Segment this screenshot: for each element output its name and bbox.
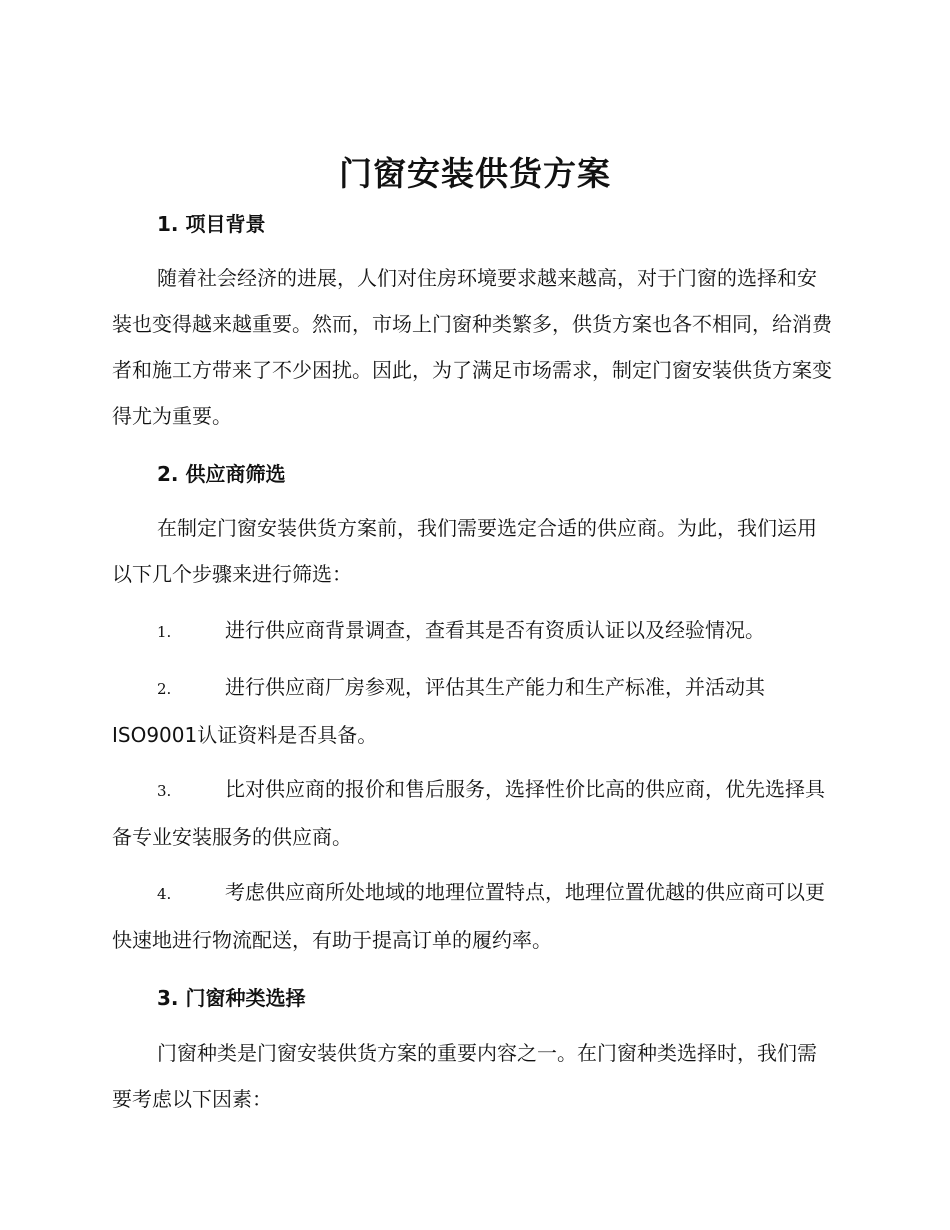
list-item bbox=[112, 766, 832, 860]
list-item-number: 4. bbox=[157, 885, 172, 903]
list-item-number: 2. bbox=[157, 680, 172, 698]
list-item bbox=[112, 664, 832, 758]
list-item-text: 考虑供应商所处地域的地理位置特点，地理位置优越的供应商可以更快速地进行物流配送，有助于提高订单的履约率。 bbox=[112, 880, 825, 952]
list-item-text: 比对供应商的报价和售后服务，选择性价比高的供应商，优先选择具备专业安装服务的供应商。 bbox=[112, 777, 825, 849]
section-paragraph-door-window-types: 门窗种类是门窗安装供货方案的重要内容之一。在门窗种类选择时，我们需要考虑以下因素： bbox=[112, 1041, 817, 1111]
section-heading-door-window-types: 3. 门窗种类选择 bbox=[157, 986, 306, 1010]
list-item-number: 3. bbox=[157, 782, 172, 800]
section-paragraph-supplier-screening: 在制定门窗安装供货方案前，我们需要选定合适的供应商。为此，我们运用以下几个步骤来进行筛选： bbox=[112, 516, 817, 586]
list-item-number: 1. bbox=[157, 623, 172, 641]
list-item bbox=[112, 869, 832, 963]
section-heading-supplier-screening: 2. 供应商筛选 bbox=[157, 462, 286, 486]
section-paragraph-background: 随着社会经济的进展，人们对住房环境要求越来越高，对于门窗的选择和安装也变得越来越重要。然而，市场上门窗种类繁多，供货方案也各不相同，给消费者和施工方带来了不少困扰。因此，为了满足市场需求，制定门窗安装供货方案变得尤为重要。 bbox=[112, 266, 832, 428]
list-item-text: 进行供应商厂房参观，评估其生产能力和生产标准，并活动其ISO9001认证资料是否具备。 bbox=[112, 675, 765, 747]
section-heading-background: 1. 项目背景 bbox=[157, 212, 266, 236]
list-item bbox=[112, 607, 832, 655]
list-item-text: 进行供应商背景调查，查看其是否有资质认证以及经验情况。 bbox=[225, 618, 765, 642]
document-title: 门窗安装供货方案 bbox=[339, 154, 611, 193]
